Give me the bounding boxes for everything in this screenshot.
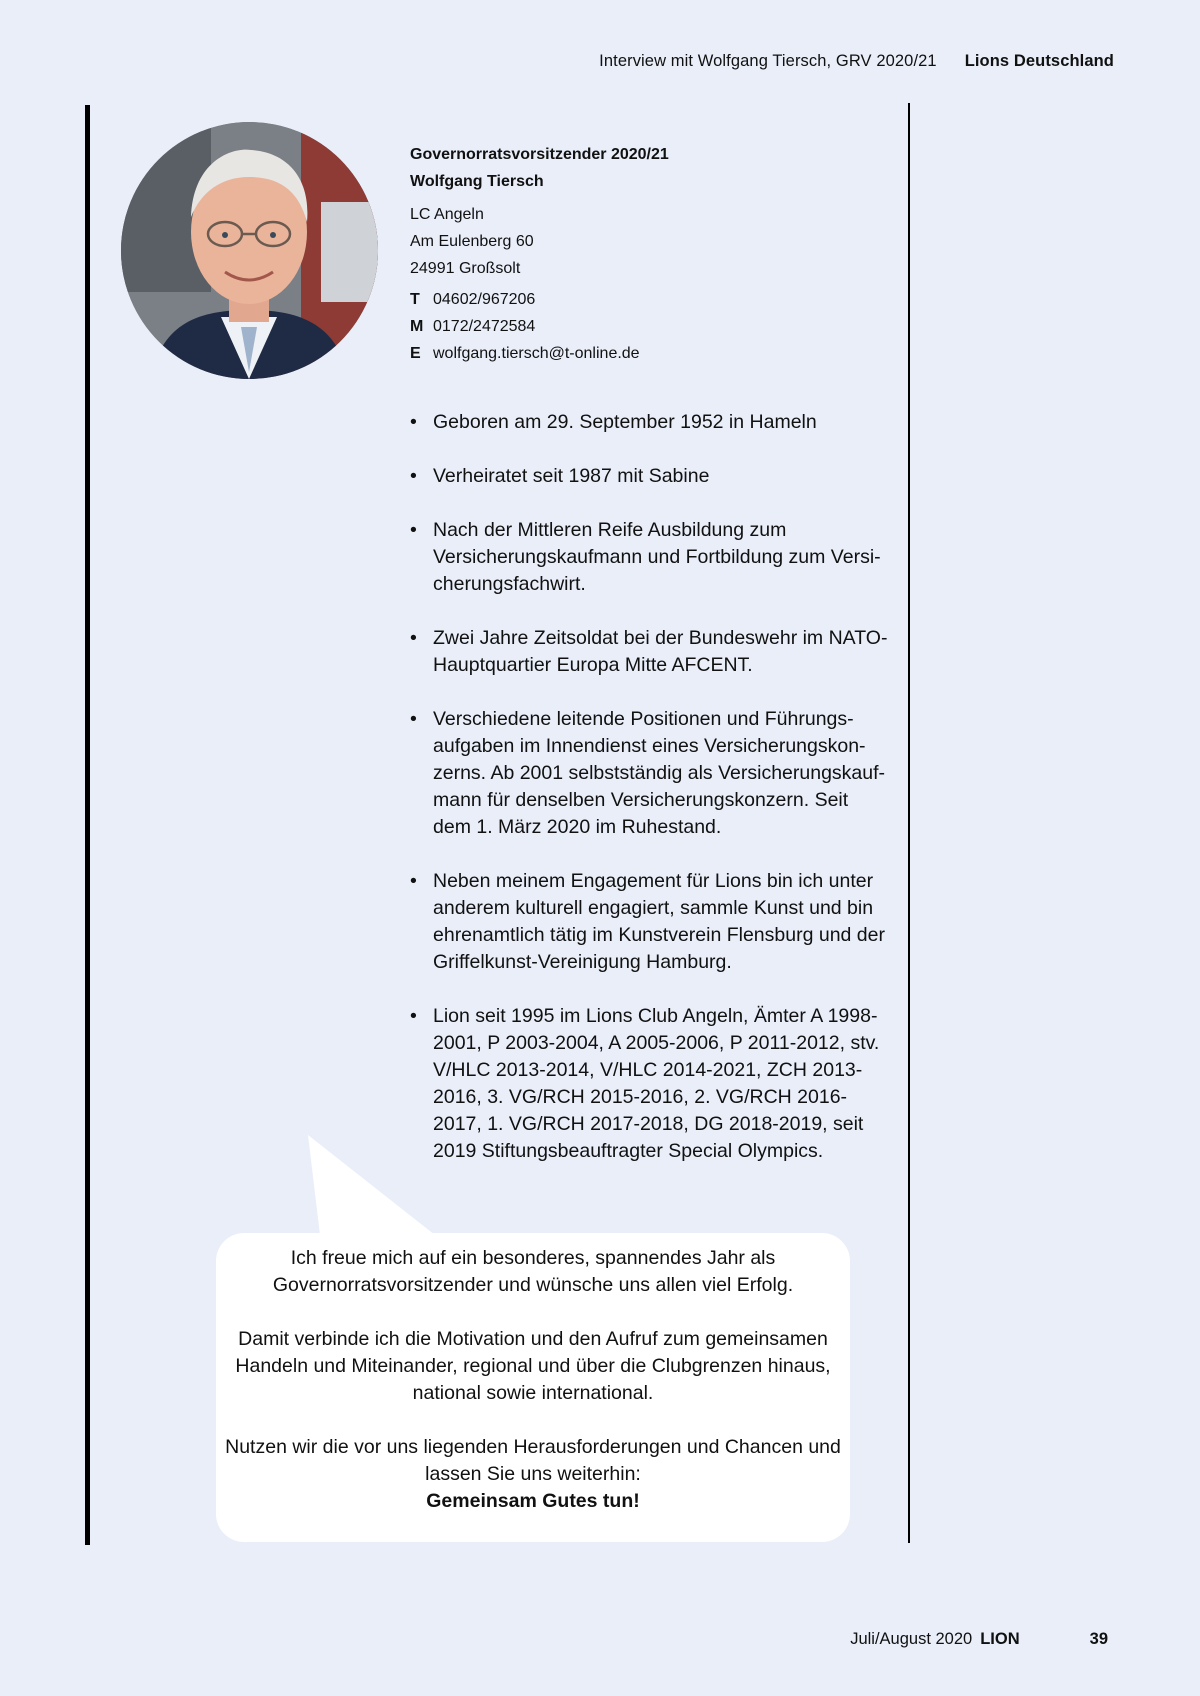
portrait-illustration [121,122,378,379]
quote-text: Nutzen wir die vor uns liegenden Herausforderungen und Chancen und lassen Sie uns weiterhin: [225,1436,841,1485]
list-item: • Nach der Mittleren Reife Ausbildung zum Versicherungskaufmann und Fortbildung zum Versicherungsfachwirt. [410,517,890,598]
page-footer [850,1630,1108,1649]
quote-paragraph: Damit verbinde ich die Motivation und den Aufruf zum gemeinsamen Handeln und Miteinander, regional und über die Clubgrenzen hinaus, national sowie international. [235,1328,831,1404]
mobile-number: 0172/2472584 [433,318,536,335]
contact-block [410,141,669,367]
role-title: Governorratsvorsitzender 2020/21 [410,146,669,163]
phone-label: T [410,291,420,308]
person-name: Wolfgang Tiersch [410,173,544,190]
left-rule [85,105,90,1545]
section-title: Interview mit Wolfgang Tiersch, GRV 2020/21 [599,52,937,70]
issue-date: Juli/August 2020 [850,1630,973,1648]
quote-paragraph [216,1434,850,1515]
list-item: • Zwei Jahre Zeitsoldat bei der Bundeswehr im NATO-Hauptquartier Europa Mitte AFCENT. [410,625,890,679]
page-header [599,52,1114,71]
list-item: • Geboren am 29. September 1952 in Hameln [410,409,890,436]
magazine-name: LION [980,1630,1020,1648]
email-label: E [410,345,421,362]
mobile-row [410,313,669,340]
quote-closing: Gemeinsam Gutes tun! [426,1490,640,1512]
list-item: • Verschiedene leitende Positionen und Führungsaufgaben im Innendienst eines Versicherungskonzerns. Ab 2001 selbstständig als Versicherungskaufmann für denselben Versicherungskonzern. Seit dem 1. März 2020 im Ruhestand. [410,706,890,841]
list-item: • Lion seit 1995 im Lions Club Angeln, Ämter A 1998-2001, P 2003-2004, A 2005-2006, P 2011-2012, stv. V/HLC 2013-2014, V/HLC 2014-2021, ZCH 2013-2016, 3. VG/RCH 2015-2016, 2. VG/RCH 2016-2017, 1. VG/RCH 2017-2018, DG 2018-2019, seit 2019 Stiftungsbeauftragter Special Olympics. [410,1003,890,1165]
email-address[interactable]: wolfgang.tiersch@t-online.de [433,345,640,362]
club-name: LC Angeln [410,206,484,223]
email-row [410,340,669,367]
quote-bubble [216,1233,850,1542]
phone-row [410,286,669,313]
list-item: • Verheiratet seit 1987 mit Sabine [410,463,890,490]
address [410,201,669,282]
brand-name: Lions Deutschland [964,52,1114,70]
quote-paragraph: Ich freue mich auf ein besonderes, spannendes Jahr als Governorratsvorsitzender und wünsche uns allen viel Erfolg. [272,1247,794,1296]
street: Am Eulenberg 60 [410,233,534,250]
list-item: • Neben meinem Engagement für Lions bin ich unter anderem kulturell engagiert, sammle Kunst und bin ehrenamtlich tätig im Kunstverein Flensburg und der Griffelkunst-Vereinigung Hamburg. [410,868,890,976]
phone-number: 04602/967206 [433,291,536,308]
speech-bubble-tail [300,1135,440,1235]
contact-numbers [410,286,669,367]
right-rule [908,103,910,1543]
page-number: 39 [1089,1630,1108,1648]
portrait-photo [121,122,378,379]
biography-list [410,409,890,1192]
mobile-label: M [410,318,424,335]
city: 24991 Großsolt [410,260,521,277]
